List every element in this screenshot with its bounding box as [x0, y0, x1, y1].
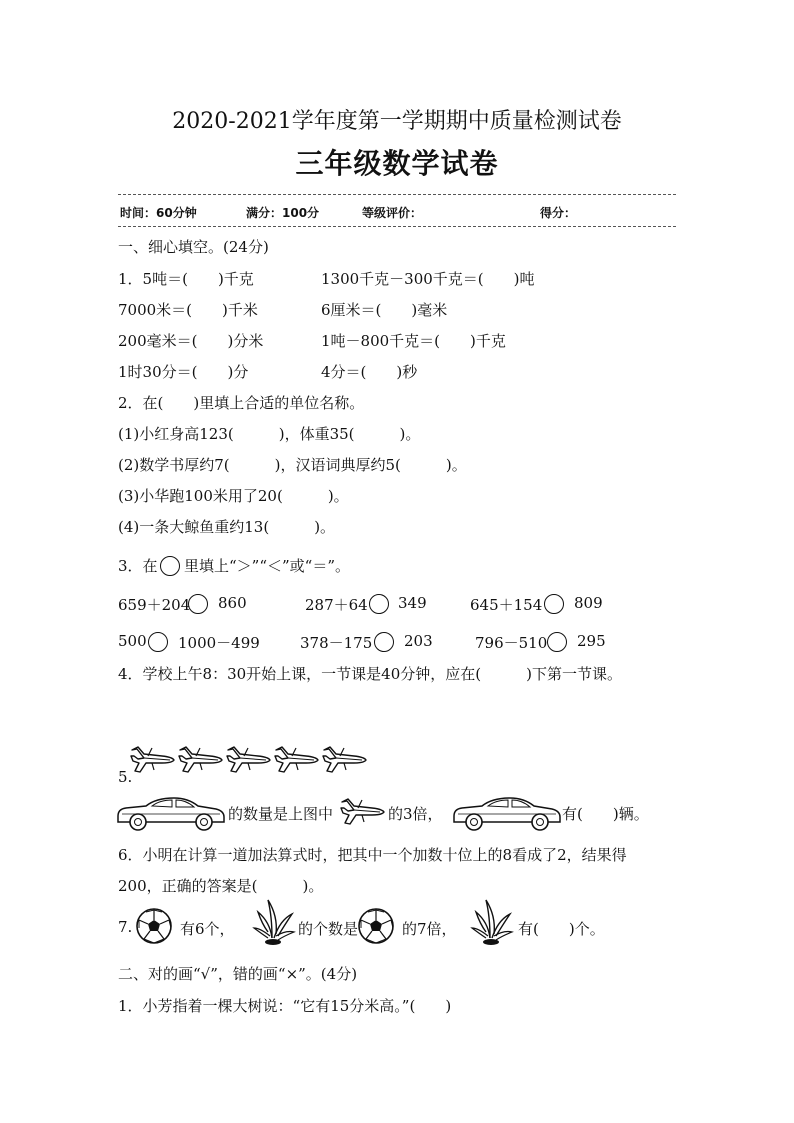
q6-line1: 6．小明在计算一道加法算式时，把其中一个加数十位上的8看成了2，结果得 [118, 846, 627, 864]
bottom-divider [118, 226, 676, 227]
q1-row1a: 1．5吨＝( )千克 [118, 270, 254, 288]
q1-row2b: 6厘米＝( )毫米 [321, 301, 448, 319]
plane-icon [322, 744, 370, 776]
plane-icon [274, 744, 322, 776]
q3-r1-left1: 659＋204 [118, 596, 191, 614]
soccer-ball-icon [358, 908, 396, 946]
q3-r2-left2: 378－175 [300, 634, 373, 652]
compare-circle[interactable] [369, 594, 389, 614]
q7-text1: 有6个， [180, 920, 235, 938]
q3-r2-left1: 500 [118, 632, 147, 650]
compare-circle[interactable] [547, 632, 567, 652]
q3-prefix: 3．在 [118, 557, 158, 575]
plane-icon [226, 744, 274, 776]
grade-eval-label: 等级评价： [362, 206, 423, 220]
q6-line2: 200，正确的答案是( )。 [118, 877, 324, 895]
section1-heading: 一、细心填空。(24分) [118, 238, 269, 256]
car-icon [452, 796, 564, 832]
q2-item2: (2)数学书厚约7( )，汉语词典厚约5( )。 [118, 456, 467, 474]
q1-row2a: 7000米＝( )千米 [118, 301, 258, 319]
exam-title: 2020-2021学年度第一学期期中质量检测试卷 [172, 109, 622, 134]
full-score-label: 满分：100分 [246, 206, 320, 220]
q3-r2-left3: 796－510 [475, 634, 548, 652]
top-divider [118, 194, 676, 195]
q5-number: 5. [118, 768, 133, 786]
q3-r1-right2: 349 [398, 594, 427, 612]
q2-item3: (3)小华跑100米用了20( )。 [118, 487, 349, 505]
q7-text4: 有( )个。 [518, 920, 605, 938]
compare-circle[interactable] [544, 594, 564, 614]
exam-subtitle: 三年级数学试卷 [295, 147, 499, 180]
compare-circle[interactable] [188, 594, 208, 614]
compare-circle[interactable] [148, 632, 168, 652]
q1-row3a: 200毫米＝( )分米 [118, 332, 264, 350]
compare-circle[interactable] [374, 632, 394, 652]
section2-heading: 二、对的画“√”，错的画“×”。(4分) [118, 965, 358, 983]
q3-r1-right1: 860 [218, 594, 247, 612]
q1-row4b: 4分＝( )秒 [321, 363, 418, 381]
score-label: 得分： [540, 206, 577, 220]
grass-plant-icon [470, 898, 514, 948]
q1-row1b: 1300千克－300千克＝( )吨 [321, 270, 535, 288]
grass-plant-icon [252, 898, 296, 948]
q5-text1: 的数量是上图中 [228, 805, 334, 823]
q2-item1: (1)小红身高123( )，体重35( )。 [118, 425, 421, 443]
car-icon [116, 796, 228, 832]
q3-r1-left3: 645＋154 [470, 596, 543, 614]
q5-text3: 有( )辆。 [562, 805, 649, 823]
q3-r2-right2: 203 [404, 632, 433, 650]
soccer-ball-icon [136, 908, 174, 946]
q7-text3: 的7倍， [402, 920, 457, 938]
q2-title: 2．在( )里填上合适的单位名称。 [118, 394, 365, 412]
plane-icon [130, 744, 178, 776]
q2-item4: (4)一条大鲸鱼重约13( )。 [118, 518, 336, 536]
q1-row3b: 1吨－800千克＝( )千克 [321, 332, 506, 350]
compare-circle[interactable] [160, 556, 180, 576]
q3-r2-right1: 1000－499 [178, 634, 260, 652]
q4-text: 4．学校上午8：30开始上课，一节课是40分钟，应在( )下第一节课。 [118, 665, 622, 683]
time-label: 时间：60分钟 [120, 206, 197, 220]
q3-suffix: 里填上“＞”“＜”或“＝”。 [184, 557, 351, 575]
q3-r2-right3: 295 [577, 632, 606, 650]
plane-icon [340, 796, 388, 828]
q7-number: 7. [118, 918, 133, 936]
s2-q1: 1．小芳指着一棵大树说：“它有15分米高。”( ) [118, 997, 452, 1015]
q5-text2: 的3倍， [388, 805, 443, 823]
q1-row4a: 1时30分＝( )分 [118, 363, 249, 381]
q7-text2: 的个数是 [298, 920, 359, 938]
q3-r1-left2: 287＋64 [305, 596, 368, 614]
q3-r1-right3: 809 [574, 594, 603, 612]
plane-icon [178, 744, 226, 776]
